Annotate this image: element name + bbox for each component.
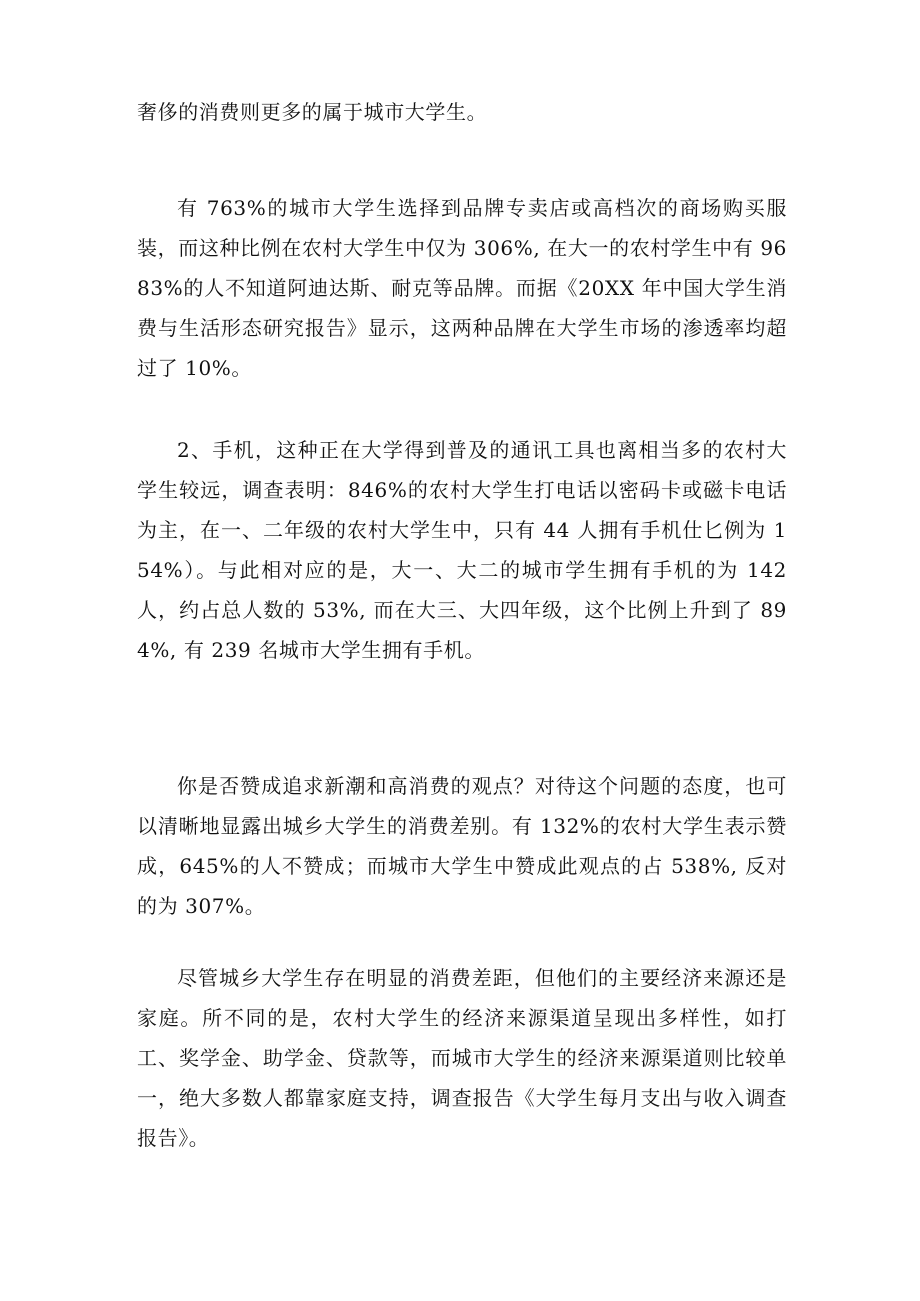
paragraph-1: 奢侈的消费则更多的属于城市大学生。 [137, 100, 488, 124]
paragraph-4: 你是否赞成追求新潮和高消费的观点？对待这个问题的态度，也可以清晰地显露出城乡大学生的消费差别。有 132%的农村大学生表示赞成，645%的人不赞成；而城市大学生中赞成此观点的占 538%, 反对的为 307%。 [137, 774, 787, 918]
paragraph-3: 2、手机，这种正在大学得到普及的通讯工具也离相当多的农村大学生较远，调查表明：846%的农村大学生打电话以密码卡或磁卡电话为主，在一、二年级的农村大学生中，只有 44 人拥有手机仕匕例为 154%）。与此相对应的是，大一、大二的城市学生拥有手机的为 142 人，约占总人数的 53%, 而在大三、大四年级，这个比例上升到了 894%, 有 239 名城市大学生拥有手机。 [137, 438, 787, 662]
paragraph-2: 有 763%的城市大学生选择到品牌专卖店或高档次的商场购买服装，而这种比例在农村大学生中仅为 306%, 在大一的农村学生中有 9683%的人不知道阿迪达斯、耐克等品牌。而据《20XX 年中国大学生消费与生活形态研究报告》显示，这两种品牌在大学生市场的渗透率均超过了 10%。 [137, 196, 787, 380]
paragraph-5: 尽管城乡大学生存在明显的消费差距，但他们的主要经济来源还是家庭。所不同的是，农村大学生的经济来源渠道呈现出多样性，如打工、奖学金、助学金、贷款等，而城市大学生的经济来源渠道则比较单一，绝大多数人都靠家庭支持，调查报告《大学生每月支出与收入调查报告》。 [137, 966, 787, 1150]
